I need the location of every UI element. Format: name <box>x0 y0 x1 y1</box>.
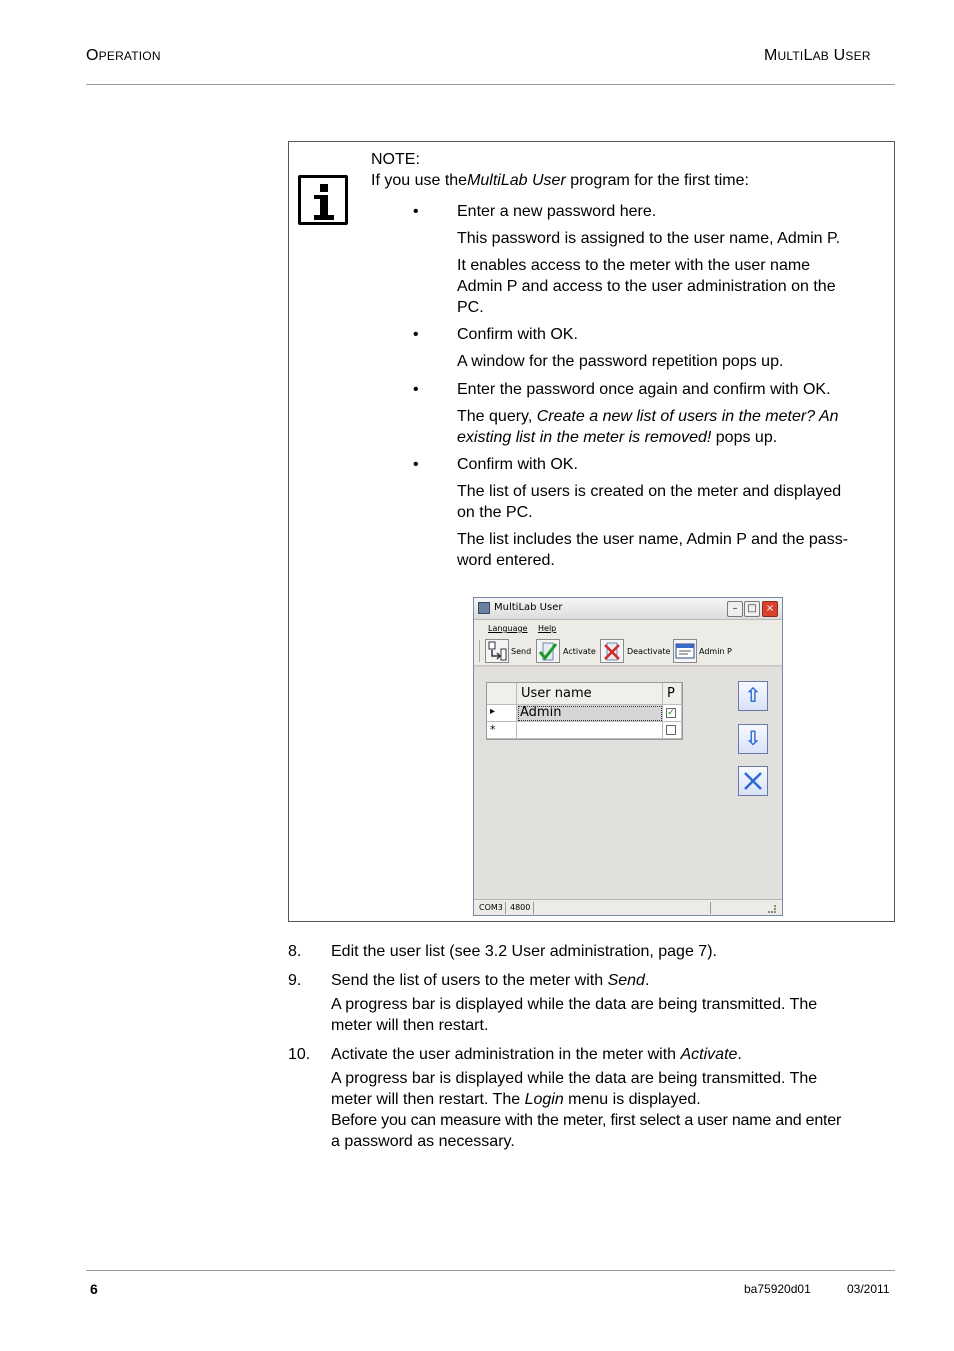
column-header-password[interactable]: P <box>663 683 682 705</box>
password-checkbox-new[interactable] <box>666 725 676 735</box>
cell-password-flag-new <box>663 722 682 739</box>
bullet: • <box>413 456 419 473</box>
step-10-detail: A progress bar is displayed while the data are being transmitted. The meter will then restart. The Login menu is displayed. Before you can measure with the meter, first select a user name and enter a password as necessary. <box>331 1070 842 1150</box>
admin-icon[interactable] <box>673 639 697 663</box>
minimize-button[interactable]: – <box>727 601 743 617</box>
cell-username-new[interactable] <box>517 722 663 739</box>
bullet: • <box>413 326 419 343</box>
note-paragraph: The query, Create a new list of users in the meter? An existing list in the meter is removed! pops up. <box>457 408 839 446</box>
info-icon <box>298 175 348 225</box>
resize-grip-icon[interactable] <box>768 905 776 913</box>
document-date: 03/2011 <box>847 1282 890 1296</box>
running-header-left: OPERATION <box>86 47 161 64</box>
note-bullet-3: Enter the password once again and confirm with OK. <box>457 381 831 398</box>
toolbar-deactivate-label[interactable]: Deactivate <box>627 647 671 656</box>
step-9-detail: A progress bar is displayed while the data are being transmitted. The meter will then restart. <box>331 996 818 1034</box>
grid-corner <box>487 683 517 705</box>
note-paragraph: The list includes the user name, Admin P and the pass- word entered. <box>457 531 849 569</box>
note-intro: If you use theMultiLab User program for the first time: <box>371 172 749 189</box>
delete-user-icon[interactable] <box>738 766 768 796</box>
page-number: 6 <box>90 1281 98 1297</box>
toolbar-admin-label[interactable]: Admin P <box>699 647 732 656</box>
window-client <box>474 667 782 899</box>
row-selector[interactable]: ▸ <box>487 705 517 722</box>
close-button[interactable]: × <box>762 601 778 617</box>
menu-bar <box>474 620 782 636</box>
toolbar-activate-label[interactable]: Activate <box>563 647 596 656</box>
cell-username[interactable]: Admin <box>517 705 663 722</box>
maximize-button[interactable]: □ <box>744 601 760 617</box>
column-header-username[interactable]: User name <box>517 683 663 705</box>
bullet: • <box>413 203 419 220</box>
toolbar-send-label[interactable]: Send <box>511 647 532 656</box>
note-paragraph: The list of users is created on the meter and displayed on the PC. <box>457 483 842 521</box>
document-id: ba75920d01 <box>744 1282 811 1296</box>
step-9-text: Send the list of users to the meter with Send. <box>331 972 650 989</box>
menu-language[interactable]: Language <box>488 624 528 633</box>
step-8-text: Edit the user list (see 3.2 User administration, page 7). <box>331 943 717 960</box>
move-down-icon[interactable]: ⇩ <box>738 724 768 754</box>
menu-help[interactable]: Help <box>538 624 557 633</box>
activate-icon[interactable] <box>536 639 560 663</box>
cell-password-flag <box>663 705 682 722</box>
multilab-user-window <box>473 597 783 916</box>
note-paragraph: This password is assigned to the user name, Admin P. <box>457 230 841 247</box>
deactivate-icon[interactable] <box>600 639 624 663</box>
bullet: • <box>413 381 419 398</box>
step-number: 8. <box>288 943 302 960</box>
note-bullet-2: Confirm with OK. <box>457 326 578 343</box>
move-up-icon[interactable]: ⇧ <box>738 681 768 711</box>
footer-rule <box>86 1270 895 1271</box>
status-port: COM3 <box>479 903 503 912</box>
note-paragraph: A window for the password repetition pops up. <box>457 353 784 370</box>
note-bullet-4: Confirm with OK. <box>457 456 578 473</box>
toolbar <box>474 636 782 666</box>
app-icon <box>478 602 490 614</box>
status-bar <box>474 899 782 915</box>
note-heading: NOTE: <box>371 151 420 168</box>
note-bullet-1: Enter a new password here. <box>457 203 657 220</box>
step-number: 9. <box>288 972 302 989</box>
window-titlebar <box>474 598 782 620</box>
status-baud: 4800 <box>510 903 531 912</box>
user-grid <box>486 682 683 740</box>
send-icon[interactable] <box>485 639 509 663</box>
step-number: 10. <box>288 1046 311 1063</box>
header-rule <box>86 84 895 85</box>
window-title: MultiLab User <box>494 602 563 613</box>
toolbar-grip <box>479 640 480 662</box>
step-10-text: Activate the user administration in the meter with Activate. <box>331 1046 742 1063</box>
new-row-selector[interactable]: * <box>487 722 517 739</box>
note-paragraph: It enables access to the meter with the user name Admin P and access to the user administration on the PC. <box>457 257 836 316</box>
running-header-right: MULTILAB USER <box>764 47 871 64</box>
password-checkbox[interactable]: ✓ <box>667 708 675 718</box>
